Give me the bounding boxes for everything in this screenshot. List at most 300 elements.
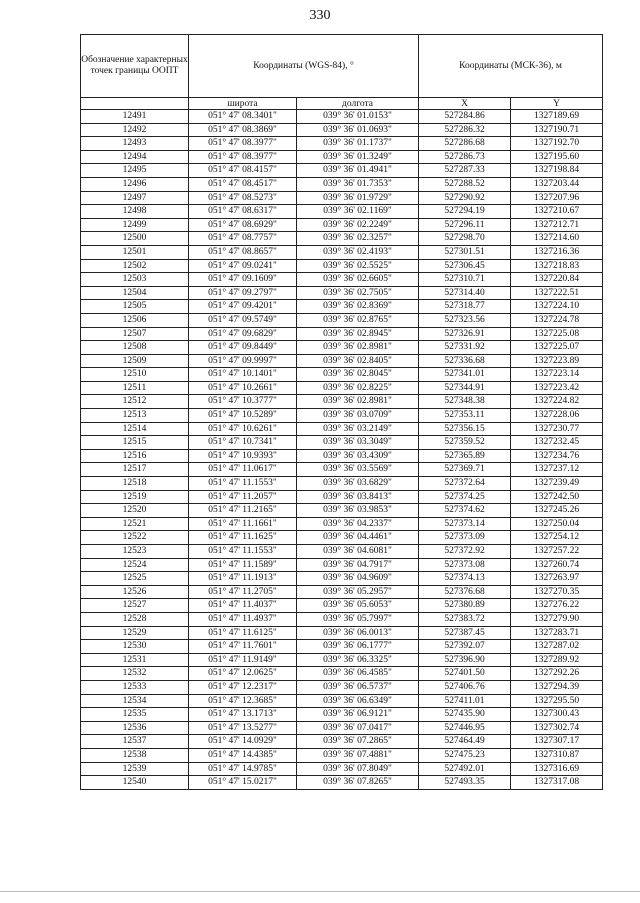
longitude-cell: 039° 36' 06.0013" <box>297 626 419 640</box>
longitude-cell: 039° 36' 07.8049" <box>297 762 419 776</box>
coord-y-cell: 1327195.60 <box>511 150 603 164</box>
coord-x-cell: 527369.71 <box>419 463 511 477</box>
latitude-cell: 051° 47' 11.1625" <box>189 531 297 545</box>
coord-y-cell: 1327214.60 <box>511 232 603 246</box>
point-id-cell: 12518 <box>81 477 189 491</box>
coord-x-cell: 527314.40 <box>419 286 511 300</box>
table-row <box>81 245 603 259</box>
latitude-cell: 051° 47' 11.2705" <box>189 585 297 599</box>
table-row <box>81 449 603 463</box>
coord-y-cell: 1327263.97 <box>511 572 603 586</box>
latitude-cell: 051° 47' 10.2661" <box>189 381 297 395</box>
table-row <box>81 286 603 300</box>
table-row <box>81 558 603 572</box>
coord-y-cell: 1327302.74 <box>511 721 603 735</box>
table-row <box>81 504 603 518</box>
coord-y-cell: 1327220.84 <box>511 273 603 287</box>
coord-y-cell: 1327239.49 <box>511 477 603 491</box>
coord-x-cell: 527373.08 <box>419 558 511 572</box>
point-id-cell: 12523 <box>81 545 189 559</box>
coord-x-cell: 527372.64 <box>419 477 511 491</box>
table-row <box>81 626 603 640</box>
longitude-cell: 039° 36' 02.8981" <box>297 395 419 409</box>
longitude-cell: 039° 36' 04.6081" <box>297 545 419 559</box>
latitude-cell: 051° 47' 15.0217" <box>189 776 297 790</box>
table-row <box>81 341 603 355</box>
point-id-cell: 12537 <box>81 735 189 749</box>
coord-x-cell: 527348.38 <box>419 395 511 409</box>
latitude-cell: 051° 47' 11.6125" <box>189 626 297 640</box>
table-row <box>81 205 603 219</box>
coord-y-cell: 1327307.17 <box>511 735 603 749</box>
point-id-cell: 12498 <box>81 205 189 219</box>
coord-y-cell: 1327190.71 <box>511 123 603 137</box>
table-row <box>81 490 603 504</box>
coord-x-cell: 527475.23 <box>419 748 511 762</box>
point-id-cell: 12526 <box>81 585 189 599</box>
latitude-cell: 051° 47' 08.6317" <box>189 205 297 219</box>
longitude-cell: 039° 36' 02.8945" <box>297 327 419 341</box>
table-row <box>81 327 603 341</box>
table-row <box>81 381 603 395</box>
longitude-cell: 039° 36' 07.2865" <box>297 735 419 749</box>
coord-x-cell: 527406.76 <box>419 680 511 694</box>
coord-x-cell: 527336.68 <box>419 354 511 368</box>
point-id-cell: 12534 <box>81 694 189 708</box>
point-id-cell: 12515 <box>81 436 189 450</box>
coord-y-cell: 1327294.39 <box>511 680 603 694</box>
latitude-cell: 051° 47' 14.4385" <box>189 748 297 762</box>
longitude-cell: 039° 36' 02.8765" <box>297 313 419 327</box>
longitude-cell: 039° 36' 02.7505" <box>297 286 419 300</box>
longitude-cell: 039° 36' 02.8225" <box>297 381 419 395</box>
latitude-cell: 051° 47' 10.1401" <box>189 368 297 382</box>
latitude-cell: 051° 47' 10.3777" <box>189 395 297 409</box>
table-row <box>81 436 603 450</box>
latitude-cell: 051° 47' 09.2797" <box>189 286 297 300</box>
latitude-cell: 051° 47' 08.3869" <box>189 123 297 137</box>
latitude-cell: 051° 47' 08.6929" <box>189 218 297 232</box>
table-row <box>81 123 603 137</box>
table-row <box>81 572 603 586</box>
latitude-cell: 051° 47' 09.6829" <box>189 327 297 341</box>
coord-y-cell: 1327242.50 <box>511 490 603 504</box>
latitude-cell: 051° 47' 10.5289" <box>189 409 297 423</box>
point-id-cell: 12504 <box>81 286 189 300</box>
point-id-cell: 12491 <box>81 110 189 124</box>
coord-y-cell: 1327270.35 <box>511 585 603 599</box>
point-id-cell: 12525 <box>81 572 189 586</box>
table-row <box>81 599 603 613</box>
header-x: X <box>419 98 511 110</box>
coord-y-cell: 1327207.96 <box>511 191 603 205</box>
coord-y-cell: 1327234.76 <box>511 449 603 463</box>
point-id-cell: 12507 <box>81 327 189 341</box>
point-id-cell: 12540 <box>81 776 189 790</box>
point-id-cell: 12539 <box>81 762 189 776</box>
table-row <box>81 640 603 654</box>
table-row <box>81 110 603 124</box>
point-id-cell: 12505 <box>81 300 189 314</box>
point-id-cell: 12501 <box>81 245 189 259</box>
longitude-cell: 039° 36' 02.8045" <box>297 368 419 382</box>
latitude-cell: 051° 47' 08.8657" <box>189 245 297 259</box>
coord-y-cell: 1327212.71 <box>511 218 603 232</box>
table-row <box>81 748 603 762</box>
coord-x-cell: 527294.19 <box>419 205 511 219</box>
latitude-cell: 051° 47' 09.5749" <box>189 313 297 327</box>
coord-y-cell: 1327230.77 <box>511 422 603 436</box>
coord-x-cell: 527341.01 <box>419 368 511 382</box>
point-id-cell: 12530 <box>81 640 189 654</box>
longitude-cell: 039° 36' 02.1169" <box>297 205 419 219</box>
point-id-cell: 12535 <box>81 708 189 722</box>
latitude-cell: 051° 47' 11.1553" <box>189 477 297 491</box>
longitude-cell: 039° 36' 04.2337" <box>297 517 419 531</box>
coord-x-cell: 527326.91 <box>419 327 511 341</box>
point-id-cell: 12509 <box>81 354 189 368</box>
coord-y-cell: 1327276.22 <box>511 599 603 613</box>
coord-x-cell: 527331.92 <box>419 341 511 355</box>
coord-y-cell: 1327223.14 <box>511 368 603 382</box>
table-row <box>81 708 603 722</box>
coord-y-cell: 1327225.07 <box>511 341 603 355</box>
latitude-cell: 051° 47' 11.1553" <box>189 545 297 559</box>
coord-y-cell: 1327287.02 <box>511 640 603 654</box>
coord-x-cell: 527286.32 <box>419 123 511 137</box>
coord-x-cell: 527323.56 <box>419 313 511 327</box>
coord-y-cell: 1327300.43 <box>511 708 603 722</box>
longitude-cell: 039° 36' 06.1777" <box>297 640 419 654</box>
coord-y-cell: 1327289.92 <box>511 653 603 667</box>
point-id-cell: 12528 <box>81 612 189 626</box>
coord-x-cell: 527306.45 <box>419 259 511 273</box>
point-id-cell: 12506 <box>81 313 189 327</box>
table-row <box>81 300 603 314</box>
point-id-cell: 12497 <box>81 191 189 205</box>
table-row <box>81 259 603 273</box>
coord-x-cell: 527493.35 <box>419 776 511 790</box>
coord-y-cell: 1327260.74 <box>511 558 603 572</box>
coord-y-cell: 1327228.06 <box>511 409 603 423</box>
coord-y-cell: 1327224.10 <box>511 300 603 314</box>
table-row <box>81 735 603 749</box>
latitude-cell: 051° 47' 08.4157" <box>189 164 297 178</box>
coord-x-cell: 527287.33 <box>419 164 511 178</box>
coord-x-cell: 527492.01 <box>419 762 511 776</box>
coord-x-cell: 527296.11 <box>419 218 511 232</box>
longitude-cell: 039° 36' 02.8369" <box>297 300 419 314</box>
coord-y-cell: 1327310.87 <box>511 748 603 762</box>
coord-y-cell: 1327224.82 <box>511 395 603 409</box>
longitude-cell: 039° 36' 01.7353" <box>297 177 419 191</box>
longitude-cell: 039° 36' 05.6053" <box>297 599 419 613</box>
point-id-cell: 12493 <box>81 137 189 151</box>
coord-y-cell: 1327257.22 <box>511 545 603 559</box>
header-designation: Обозначение характерных точек границы ООПТ <box>81 35 189 98</box>
point-id-cell: 12503 <box>81 273 189 287</box>
coord-y-cell: 1327283.71 <box>511 626 603 640</box>
longitude-cell: 039° 36' 05.2957" <box>297 585 419 599</box>
latitude-cell: 051° 47' 10.7341" <box>189 436 297 450</box>
table-row <box>81 721 603 735</box>
table-row <box>81 517 603 531</box>
longitude-cell: 039° 36' 01.0153" <box>297 110 419 124</box>
longitude-cell: 039° 36' 03.4309" <box>297 449 419 463</box>
latitude-cell: 051° 47' 08.3401" <box>189 110 297 124</box>
latitude-cell: 051° 47' 09.4201" <box>189 300 297 314</box>
table-row <box>81 395 603 409</box>
point-id-cell: 12519 <box>81 490 189 504</box>
coord-x-cell: 527376.68 <box>419 585 511 599</box>
latitude-cell: 051° 47' 13.5277" <box>189 721 297 735</box>
coord-x-cell: 527356.15 <box>419 422 511 436</box>
longitude-cell: 039° 36' 06.4585" <box>297 667 419 681</box>
table-row <box>81 762 603 776</box>
latitude-cell: 051° 47' 11.9149" <box>189 653 297 667</box>
latitude-cell: 051° 47' 09.1609" <box>189 273 297 287</box>
longitude-cell: 039° 36' 02.4193" <box>297 245 419 259</box>
table-row <box>81 694 603 708</box>
table-row <box>81 218 603 232</box>
longitude-cell: 039° 36' 03.2149" <box>297 422 419 436</box>
latitude-cell: 051° 47' 14.9785" <box>189 762 297 776</box>
coord-x-cell: 527284.86 <box>419 110 511 124</box>
longitude-cell: 039° 36' 02.3257" <box>297 232 419 246</box>
header-wgs84: Координаты (WGS-84), ° <box>189 35 419 98</box>
point-id-cell: 12520 <box>81 504 189 518</box>
coord-y-cell: 1327216.36 <box>511 245 603 259</box>
latitude-cell: 051° 47' 13.1713" <box>189 708 297 722</box>
point-id-cell: 12516 <box>81 449 189 463</box>
coord-x-cell: 527298.70 <box>419 232 511 246</box>
table-row <box>81 545 603 559</box>
table-row <box>81 177 603 191</box>
table-row <box>81 776 603 790</box>
point-id-cell: 12499 <box>81 218 189 232</box>
longitude-cell: 039° 36' 01.1737" <box>297 137 419 151</box>
point-id-cell: 12510 <box>81 368 189 382</box>
point-id-cell: 12500 <box>81 232 189 246</box>
longitude-cell: 039° 36' 07.0417" <box>297 721 419 735</box>
coordinates-table <box>80 34 603 790</box>
latitude-cell: 051° 47' 08.5273" <box>189 191 297 205</box>
longitude-cell: 039° 36' 07.4881" <box>297 748 419 762</box>
coord-x-cell: 527286.68 <box>419 137 511 151</box>
point-id-cell: 12517 <box>81 463 189 477</box>
latitude-cell: 051° 47' 09.9997" <box>189 354 297 368</box>
table-row <box>81 232 603 246</box>
coord-x-cell: 527365.89 <box>419 449 511 463</box>
point-id-cell: 12508 <box>81 341 189 355</box>
point-id-cell: 12511 <box>81 381 189 395</box>
longitude-cell: 039° 36' 04.9609" <box>297 572 419 586</box>
longitude-cell: 039° 36' 02.5525" <box>297 259 419 273</box>
point-id-cell: 12521 <box>81 517 189 531</box>
table-row <box>81 313 603 327</box>
coord-x-cell: 527373.09 <box>419 531 511 545</box>
coord-y-cell: 1327250.04 <box>511 517 603 531</box>
latitude-cell: 051° 47' 10.9393" <box>189 449 297 463</box>
coord-y-cell: 1327210.67 <box>511 205 603 219</box>
table-row <box>81 164 603 178</box>
point-id-cell: 12524 <box>81 558 189 572</box>
longitude-cell: 039° 36' 04.4461" <box>297 531 419 545</box>
point-id-cell: 12538 <box>81 748 189 762</box>
latitude-cell: 051° 47' 08.3977" <box>189 150 297 164</box>
coord-x-cell: 527446.95 <box>419 721 511 735</box>
latitude-cell: 051° 47' 11.1913" <box>189 572 297 586</box>
table-row <box>81 463 603 477</box>
coord-y-cell: 1327225.08 <box>511 327 603 341</box>
table-row <box>81 354 603 368</box>
table-row <box>81 137 603 151</box>
header-latitude: широта <box>189 98 297 110</box>
longitude-cell: 039° 36' 01.3249" <box>297 150 419 164</box>
table-row <box>81 612 603 626</box>
longitude-cell: 039° 36' 03.0709" <box>297 409 419 423</box>
table-row <box>81 150 603 164</box>
table-row <box>81 368 603 382</box>
coord-y-cell: 1327316.69 <box>511 762 603 776</box>
latitude-cell: 051° 47' 08.3977" <box>189 137 297 151</box>
coord-x-cell: 527286.73 <box>419 150 511 164</box>
coord-x-cell: 527288.52 <box>419 177 511 191</box>
latitude-cell: 051° 47' 12.0625" <box>189 667 297 681</box>
coord-x-cell: 527310.71 <box>419 273 511 287</box>
coord-x-cell: 527344.91 <box>419 381 511 395</box>
longitude-cell: 039° 36' 03.5569" <box>297 463 419 477</box>
table-row <box>81 191 603 205</box>
table-row <box>81 409 603 423</box>
latitude-cell: 051° 47' 14.0929" <box>189 735 297 749</box>
point-id-cell: 12522 <box>81 531 189 545</box>
latitude-cell: 051° 47' 11.2165" <box>189 504 297 518</box>
latitude-cell: 051° 47' 11.2057" <box>189 490 297 504</box>
longitude-cell: 039° 36' 06.6349" <box>297 694 419 708</box>
coord-x-cell: 527374.13 <box>419 572 511 586</box>
coord-x-cell: 527374.25 <box>419 490 511 504</box>
coord-y-cell: 1327292.26 <box>511 667 603 681</box>
coord-x-cell: 527411.01 <box>419 694 511 708</box>
latitude-cell: 051° 47' 08.7757" <box>189 232 297 246</box>
point-id-cell: 12492 <box>81 123 189 137</box>
coord-y-cell: 1327295.50 <box>511 694 603 708</box>
coord-y-cell: 1327223.42 <box>511 381 603 395</box>
latitude-cell: 051° 47' 11.1589" <box>189 558 297 572</box>
coord-x-cell: 527301.51 <box>419 245 511 259</box>
coord-x-cell: 527464.49 <box>419 735 511 749</box>
point-id-cell: 12514 <box>81 422 189 436</box>
longitude-cell: 039° 36' 02.8981" <box>297 341 419 355</box>
latitude-cell: 051° 47' 08.4517" <box>189 177 297 191</box>
latitude-cell: 051° 47' 12.3685" <box>189 694 297 708</box>
latitude-cell: 051° 47' 11.0617" <box>189 463 297 477</box>
coord-x-cell: 527396.90 <box>419 653 511 667</box>
coord-x-cell: 527372.92 <box>419 545 511 559</box>
latitude-cell: 051° 47' 12.2317" <box>189 680 297 694</box>
coord-x-cell: 527392.07 <box>419 640 511 654</box>
coord-x-cell: 527359.52 <box>419 436 511 450</box>
table-row <box>81 477 603 491</box>
longitude-cell: 039° 36' 03.9853" <box>297 504 419 518</box>
longitude-cell: 039° 36' 06.9121" <box>297 708 419 722</box>
coord-x-cell: 527387.45 <box>419 626 511 640</box>
point-id-cell: 12531 <box>81 653 189 667</box>
coord-y-cell: 1327232.45 <box>511 436 603 450</box>
coord-x-cell: 527435.90 <box>419 708 511 722</box>
coord-y-cell: 1327245.26 <box>511 504 603 518</box>
page-number: 330 <box>309 8 331 23</box>
point-id-cell: 12502 <box>81 259 189 273</box>
longitude-cell: 039° 36' 02.2249" <box>297 218 419 232</box>
header-y: Y <box>511 98 603 110</box>
coord-x-cell: 527373.14 <box>419 517 511 531</box>
coord-x-cell: 527353.11 <box>419 409 511 423</box>
coord-x-cell: 527374.62 <box>419 504 511 518</box>
longitude-cell: 039° 36' 06.5737" <box>297 680 419 694</box>
longitude-cell: 039° 36' 03.6829" <box>297 477 419 491</box>
table-row <box>81 585 603 599</box>
coord-y-cell: 1327254.12 <box>511 531 603 545</box>
point-id-cell: 12532 <box>81 667 189 681</box>
coord-y-cell: 1327317.08 <box>511 776 603 790</box>
coord-y-cell: 1327279.90 <box>511 612 603 626</box>
table-row <box>81 680 603 694</box>
latitude-cell: 051° 47' 10.6261" <box>189 422 297 436</box>
latitude-cell: 051° 47' 11.7601" <box>189 640 297 654</box>
longitude-cell: 039° 36' 02.8405" <box>297 354 419 368</box>
coord-y-cell: 1327198.84 <box>511 164 603 178</box>
coord-y-cell: 1327224.78 <box>511 313 603 327</box>
longitude-cell: 039° 36' 04.7917" <box>297 558 419 572</box>
table-body <box>81 110 603 790</box>
latitude-cell: 051° 47' 11.4937" <box>189 612 297 626</box>
coord-x-cell: 527318.77 <box>419 300 511 314</box>
coord-x-cell: 527401.50 <box>419 667 511 681</box>
coord-y-cell: 1327237.12 <box>511 463 603 477</box>
point-id-cell: 12494 <box>81 150 189 164</box>
table-row <box>81 667 603 681</box>
longitude-cell: 039° 36' 03.8413" <box>297 490 419 504</box>
point-id-cell: 12495 <box>81 164 189 178</box>
point-id-cell: 12513 <box>81 409 189 423</box>
latitude-cell: 051° 47' 11.1661" <box>189 517 297 531</box>
header-empty <box>81 98 189 110</box>
bottom-rule <box>0 891 640 892</box>
longitude-cell: 039° 36' 07.8265" <box>297 776 419 790</box>
table-row <box>81 653 603 667</box>
latitude-cell: 051° 47' 09.0241" <box>189 259 297 273</box>
coord-y-cell: 1327218.83 <box>511 259 603 273</box>
longitude-cell: 039° 36' 06.3325" <box>297 653 419 667</box>
point-id-cell: 12533 <box>81 680 189 694</box>
latitude-cell: 051° 47' 11.4037" <box>189 599 297 613</box>
point-id-cell: 12496 <box>81 177 189 191</box>
latitude-cell: 051° 47' 09.8449" <box>189 341 297 355</box>
coord-y-cell: 1327222.51 <box>511 286 603 300</box>
coord-y-cell: 1327189.69 <box>511 110 603 124</box>
coord-x-cell: 527380.89 <box>419 599 511 613</box>
longitude-cell: 039° 36' 01.0693" <box>297 123 419 137</box>
table-row <box>81 273 603 287</box>
longitude-cell: 039° 36' 02.6605" <box>297 273 419 287</box>
table-row <box>81 531 603 545</box>
point-id-cell: 12529 <box>81 626 189 640</box>
longitude-cell: 039° 36' 01.4941" <box>297 164 419 178</box>
longitude-cell: 039° 36' 05.7997" <box>297 612 419 626</box>
coord-y-cell: 1327192.70 <box>511 137 603 151</box>
